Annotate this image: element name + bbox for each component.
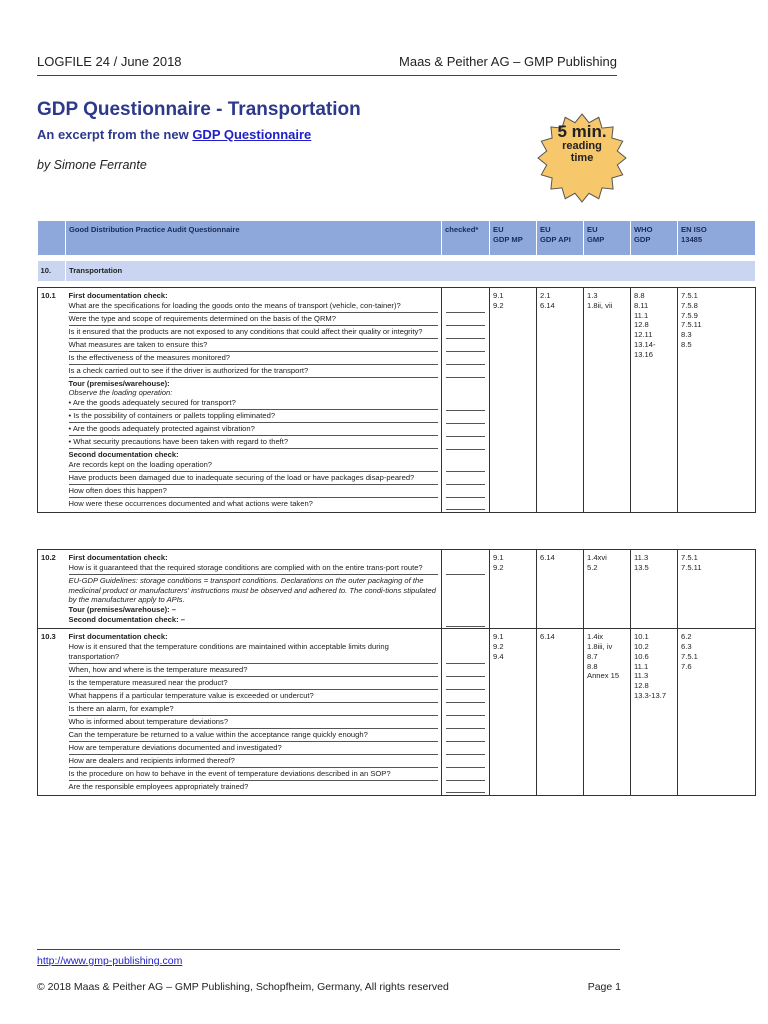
questionnaire-table-2 <box>37 549 756 796</box>
subtitle <box>37 127 311 142</box>
question-line <box>69 449 439 472</box>
reading-time-text <box>537 117 627 164</box>
question-line <box>69 729 439 742</box>
checked-line[interactable] <box>446 325 485 326</box>
col-header-eu-gdp-mp: EU GDP MP <box>490 221 537 255</box>
ref-eu-gmp: 1.4xvi 5.2 <box>584 550 631 629</box>
question-line <box>69 485 439 498</box>
question-heading: Tour (premises/warehouse): <box>68 378 170 388</box>
col-header-who-gdp: WHO GDP <box>631 221 678 255</box>
checked-cell[interactable] <box>442 629 490 796</box>
question-text: How is it ensured that the temperature conditions are maintained within acceptable limits during transportation? <box>68 641 389 661</box>
checked-line[interactable] <box>446 410 485 411</box>
question-line <box>69 631 439 664</box>
question-line <box>69 313 439 326</box>
question-text: Is there an alarm, for example? <box>68 703 174 713</box>
checked-line[interactable] <box>446 574 485 575</box>
checked-line[interactable] <box>446 484 485 485</box>
footer-copyright: © 2018 Maas & Peither AG – GMP Publishing, Schopfheim, Germany, All rights reserved <box>37 981 449 993</box>
ref-who-gdp: 10.1 10.2 10.6 11.1 11.3 12.8 13.3-13.7 <box>631 629 678 796</box>
question-line <box>69 498 439 510</box>
question-cell <box>66 629 442 796</box>
question-line <box>69 677 439 690</box>
checked-line[interactable] <box>446 715 485 716</box>
question-note: EU-GDP Guidelines: storage conditions = transport conditions. Declarations on the outer packaging of the medicinal product or manufacturers' instructions must be observed and adhered to. The condi-tions stipulated by the manufacturer apply to APIs. <box>68 575 436 605</box>
question-heading: Second documentation check: <box>68 450 179 460</box>
question-text: Are records kept on the loading operation? <box>68 460 213 470</box>
question-line <box>69 365 439 378</box>
checked-cell[interactable] <box>442 287 490 512</box>
question-cell <box>66 550 442 629</box>
checked-line[interactable] <box>446 423 485 424</box>
checked-line[interactable] <box>446 792 485 793</box>
ref-eu-gdp-mp: 9.1 9.2 <box>490 550 537 629</box>
question-line <box>69 575 439 626</box>
row-number: 10.1 <box>38 287 66 512</box>
checked-line[interactable] <box>446 754 485 755</box>
question-line <box>69 339 439 352</box>
footer-website-link[interactable]: http://www.gmp-publishing.com <box>37 955 183 967</box>
question-line <box>69 742 439 755</box>
question-heading: Tour (premises/warehouse): – <box>68 605 176 615</box>
question-line <box>69 755 439 768</box>
question-line <box>69 352 439 365</box>
question-line <box>69 326 439 339</box>
checked-line[interactable] <box>446 351 485 352</box>
question-line <box>69 423 439 436</box>
question-text: Were the type and scope of requirements determined on the basis of the QRM? <box>68 313 336 323</box>
question-text: Can the temperature be returned to a value within the acceptance range quickly enough? <box>68 729 368 739</box>
question-text: Are the responsible employees appropriately trained? <box>68 781 249 791</box>
question-line <box>69 716 439 729</box>
checked-line[interactable] <box>446 780 485 781</box>
checked-line[interactable] <box>446 626 485 627</box>
checked-line[interactable] <box>446 676 485 677</box>
question-line <box>69 781 439 793</box>
checked-line[interactable] <box>446 689 485 690</box>
ref-eu-gdp-api: 2.1 6.14 <box>537 287 584 512</box>
ref-en-iso: 7.5.1 7.5.11 <box>678 550 756 629</box>
ref-who-gdp: 8.8 8.11 11.1 12.8 12.11 13.14- 13.16 <box>631 287 678 512</box>
question-cell <box>66 287 442 512</box>
checked-line[interactable] <box>446 338 485 339</box>
question-text: Who is informed about temperature deviations? <box>68 716 229 726</box>
ref-eu-gdp-api: 6.14 <box>537 550 584 629</box>
question-text: • Is the possibility of containers or pallets toppling eliminated? <box>68 411 276 421</box>
checked-line[interactable] <box>446 509 485 510</box>
ref-eu-gdp-mp: 9.1 9.2 <box>490 287 537 512</box>
ref-en-iso: 6.2 6.3 7.5.1 7.6 <box>678 629 756 796</box>
ref-eu-gdp-api: 6.14 <box>537 629 584 796</box>
question-text: Is it ensured that the products are not exposed to any conditions that could affect their quality or integrity? <box>68 326 423 336</box>
questionnaire-link[interactable]: GDP Questionnaire <box>192 127 312 142</box>
checked-line[interactable] <box>446 436 485 437</box>
question-text: Have products been damaged due to inadequate securing of the load or have packages disap-peared? <box>68 472 415 482</box>
question-line <box>69 552 439 575</box>
section-number: 10. <box>38 261 66 281</box>
question-heading: Second documentation check: – <box>68 615 185 625</box>
checked-line[interactable] <box>446 312 485 313</box>
checked-cell[interactable] <box>442 550 490 629</box>
question-text: How is it guaranteed that the required storage conditions are complied with on the entire trans-port route? <box>68 562 423 572</box>
question-text: What are the specifications for loading the goods onto the means of transport (vehicle, con-tainer)? <box>68 300 401 310</box>
ref-eu-gmp: 1.3 1.8ii, vii <box>584 287 631 512</box>
question-heading: First documentation check: <box>68 632 168 642</box>
question-line <box>69 703 439 716</box>
row-number: 10.3 <box>38 629 66 796</box>
question-line <box>69 664 439 677</box>
checked-line[interactable] <box>446 449 485 450</box>
question-line <box>69 378 439 411</box>
header-publisher: Maas & Peither AG – GMP Publishing <box>399 54 617 69</box>
questionnaire-table-1 <box>37 221 756 513</box>
question-line <box>69 410 439 423</box>
question-line <box>69 768 439 781</box>
row-number: 10.2 <box>38 550 66 629</box>
table-row <box>38 287 756 512</box>
checked-line[interactable] <box>446 663 485 664</box>
question-line <box>69 472 439 485</box>
checked-line[interactable] <box>446 741 485 742</box>
page-title: GDP Questionnaire - Transportation <box>37 99 361 120</box>
checked-line[interactable] <box>446 377 485 378</box>
question-text: • What security precautions have been taken with regard to theft? <box>68 437 289 447</box>
question-line <box>69 290 439 313</box>
ref-eu-gmp: 1.4ix 1.8iii, iv 8.7 8.8 Annex 15 <box>584 629 631 796</box>
question-text: What happens if a particular temperature value is exceeded or undercut? <box>68 690 314 700</box>
checked-line[interactable] <box>446 767 485 768</box>
col-header-en-iso: EN ISO 13485 <box>678 221 756 255</box>
footer-divider <box>37 949 620 950</box>
question-text: • Are the goods adequately secured for transport? <box>68 398 236 408</box>
table-row <box>38 629 756 796</box>
badge-line2: time <box>570 152 594 164</box>
col-header-question: Good Distribution Practice Audit Questionnaire <box>66 221 442 255</box>
col-header-eu-gmp: EU GMP <box>584 221 631 255</box>
question-heading: First documentation check: <box>68 290 168 300</box>
section-title: Transportation <box>66 261 756 281</box>
question-text: Is the temperature measured near the product? <box>68 677 228 687</box>
col-header-eu-gdp-api: EU GDP API <box>537 221 584 255</box>
byline: by Simone Ferrante <box>37 158 147 172</box>
badge-minutes: 5 min. <box>557 122 607 141</box>
col-header-checked: checked* <box>442 221 490 255</box>
question-text: Is the procedure on how to behave in the event of temperature deviations described in an SOP? <box>68 768 391 778</box>
ref-en-iso: 7.5.1 7.5.8 7.5.9 7.5.11 8.3 8.5 <box>678 287 756 512</box>
checked-line[interactable] <box>446 497 485 498</box>
question-line <box>69 690 439 703</box>
subtitle-prefix: An excerpt from the new <box>37 127 193 142</box>
footer-page-number: Page 1 <box>587 981 621 993</box>
question-text: How were these occurrences documented and what actions were taken? <box>68 498 313 508</box>
question-text: • Are the goods adequately protected against vibration? <box>68 424 255 434</box>
question-heading: First documentation check: <box>68 553 168 562</box>
checked-line[interactable] <box>446 702 485 703</box>
question-text: When, how and where is the temperature measured? <box>68 664 248 674</box>
checked-line[interactable] <box>446 471 485 472</box>
question-text: How often does this happen? <box>68 485 167 495</box>
question-text: What measures are taken to ensure this? <box>68 339 208 349</box>
question-text: How are temperature deviations documented and investigated? <box>68 742 282 752</box>
header-logfile: LOGFILE 24 / June 2018 <box>37 54 182 69</box>
checked-line[interactable] <box>446 728 485 729</box>
badge-line1: reading <box>562 140 602 152</box>
ref-eu-gdp-mp: 9.1 9.2 9.4 <box>490 629 537 796</box>
col-header-num <box>38 221 66 255</box>
question-text: How are dealers and recipients informed thereof? <box>68 755 235 765</box>
question-text: Is a check carried out to see if the driver is authorized for the transport? <box>68 365 309 375</box>
question-line <box>69 436 439 449</box>
question-note: Observe the loading operation: <box>68 388 173 398</box>
table-row <box>38 550 756 629</box>
question-text: Is the effectiveness of the measures monitored? <box>68 352 231 362</box>
header-divider <box>37 75 617 76</box>
ref-who-gdp: 11.3 13.5 <box>631 550 678 629</box>
checked-line[interactable] <box>446 364 485 365</box>
